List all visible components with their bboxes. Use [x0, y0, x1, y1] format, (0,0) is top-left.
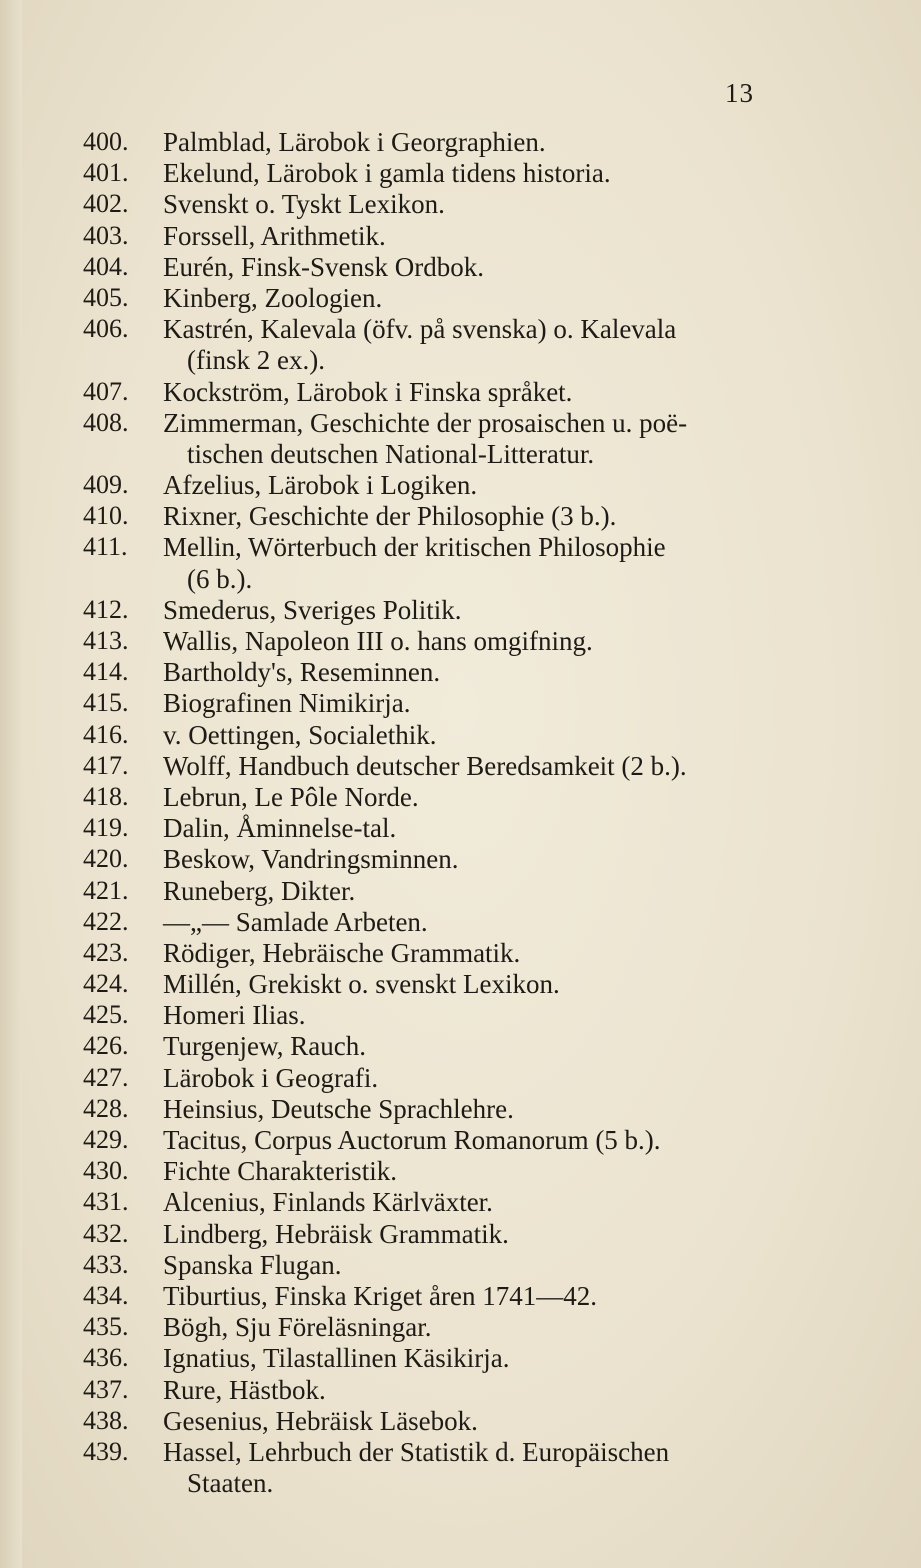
entry-title: Eurén, Finsk-Svensk Ordbok. — [163, 251, 484, 282]
entry-number: 432. — [83, 1218, 129, 1248]
entry-title: v. Oettingen, Socialethik. — [163, 719, 437, 750]
catalog-entry — [0, 969, 921, 1000]
entry-title-continuation: (finsk 2 ex.). — [187, 345, 325, 376]
catalog-entry — [0, 1250, 921, 1281]
entry-title: —„— Samlade Arbeten. — [163, 906, 428, 937]
entry-number: 417. — [83, 750, 129, 780]
entry-title: Lärobok i Geografi. — [163, 1062, 379, 1093]
catalog-entry — [0, 595, 921, 626]
entry-title: Forssell, Arithmetik. — [163, 220, 386, 251]
entry-number: 435. — [83, 1312, 129, 1342]
entry-title: Kastrén, Kalevala (öfv. på svenska) o. Kalevala — [163, 314, 677, 345]
entry-title: Bartholdy's, Reseminnen. — [163, 657, 441, 688]
entry-number: 412. — [83, 594, 129, 624]
entry-title: Ekelund, Lärobok i gamla tidens historia. — [163, 158, 611, 189]
catalog-entry — [0, 1219, 921, 1250]
entry-number: 413. — [83, 626, 129, 655]
entry-title: Gesenius, Hebräisk Läsebok. — [163, 1405, 478, 1436]
entry-title: Lebrun, Le Pôle Norde. — [163, 781, 419, 812]
entry-number: 424. — [83, 969, 129, 999]
catalog-entry — [0, 1094, 921, 1125]
entry-title: Tiburtius, Finska Kriget åren 1741—42. — [163, 1280, 597, 1311]
catalog-entry — [0, 938, 921, 969]
entry-title: Ignatius, Tilastallinen Käsikirja. — [163, 1343, 510, 1374]
entry-title: Svenskt o. Tyskt Lexikon. — [163, 189, 445, 220]
entry-number: 403. — [83, 220, 129, 250]
entry-title: Runeberg, Dikter. — [163, 875, 356, 906]
entry-number: 402. — [83, 189, 129, 219]
catalog-entry — [0, 470, 921, 501]
entry-number: 405. — [83, 282, 129, 312]
entry-title: Millén, Grekiskt o. svenskt Lexikon. — [163, 969, 560, 1000]
entry-title: Rixner, Geschichte der Philosophie (3 b.). — [163, 501, 617, 532]
entry-title-continuation: Staaten. — [187, 1468, 274, 1499]
catalog-entry — [0, 813, 921, 844]
catalog-entry — [0, 626, 921, 657]
entry-title: Afzelius, Lärobok i Logiken. — [163, 470, 478, 501]
catalog-entry — [0, 377, 921, 408]
entry-title: Rödiger, Hebräische Grammatik. — [163, 937, 521, 968]
entry-number: 407. — [83, 376, 129, 406]
catalog-entry — [0, 189, 921, 220]
entry-number: 400. — [83, 127, 129, 156]
catalog-entry — [0, 782, 921, 813]
entry-number: 430. — [83, 1156, 129, 1186]
entry-number: 428. — [83, 1093, 129, 1123]
catalog-entry — [0, 1437, 921, 1499]
entry-number: 409. — [83, 470, 129, 500]
catalog-entry — [0, 252, 921, 283]
catalog-entry — [0, 1375, 921, 1406]
entry-title: Spanska Flugan. — [163, 1249, 342, 1280]
entry-number: 415. — [83, 688, 129, 718]
entry-title: Hassel, Lehrbuch der Statistik d. Europäischen — [163, 1436, 670, 1467]
entry-number: 438. — [83, 1405, 129, 1435]
entry-number: 426. — [83, 1031, 129, 1061]
catalog-entry — [0, 720, 921, 751]
entry-number: 429. — [83, 1125, 129, 1154]
entry-number: 406. — [83, 314, 129, 344]
entry-number: 414. — [83, 657, 129, 687]
catalog-entry — [0, 1343, 921, 1374]
catalog-entry — [0, 1000, 921, 1031]
catalog-entry — [0, 127, 921, 158]
catalog-entry — [0, 408, 921, 470]
entry-number: 419. — [83, 813, 129, 843]
entry-title: Fichte Charakteristik. — [163, 1156, 397, 1187]
catalog-entry — [0, 876, 921, 907]
catalog-entry — [0, 1406, 921, 1437]
catalog-entry — [0, 844, 921, 875]
entry-number: 408. — [83, 407, 129, 437]
page-number: 13 — [725, 78, 754, 108]
entry-title: Wolff, Handbuch deutscher Beredsamkeit (2 b.). — [163, 750, 687, 781]
entry-title: Kockström, Lärobok i Finska språket. — [163, 376, 573, 407]
catalog-entry — [0, 532, 921, 594]
entry-title: Biografinen Nimikirja. — [163, 688, 411, 719]
entry-title: Dalin, Åminnelse-tal. — [163, 813, 397, 844]
entry-title: Homeri Ilias. — [163, 1000, 306, 1031]
entry-number: 421. — [83, 875, 129, 905]
entry-number: 420. — [83, 844, 129, 874]
entry-number: 411. — [83, 532, 128, 562]
catalog-entry — [0, 314, 921, 376]
catalog-list — [0, 127, 921, 1499]
entry-number: 436. — [83, 1343, 129, 1373]
catalog-entry — [0, 1312, 921, 1343]
catalog-entry — [0, 657, 921, 688]
entry-title-continuation: tischen deutschen National-Litteratur. — [187, 438, 595, 469]
catalog-entry — [0, 1063, 921, 1094]
entry-title: Bögh, Sju Föreläsningar. — [163, 1312, 432, 1343]
catalog-entry — [0, 1125, 921, 1156]
catalog-entry — [0, 1156, 921, 1187]
catalog-entry — [0, 501, 921, 532]
entry-title: Heinsius, Deutsche Sprachlehre. — [163, 1093, 514, 1124]
entry-number: 422. — [83, 906, 129, 936]
entry-title: Zimmerman, Geschichte der prosaischen u. poë- — [163, 407, 688, 438]
entry-number: 433. — [83, 1249, 129, 1279]
catalog-entry — [0, 1031, 921, 1062]
entry-number: 404. — [83, 251, 129, 281]
entry-title: Beskow, Vandringsminnen. — [163, 844, 459, 875]
entry-number: 410. — [83, 501, 129, 531]
entry-title: Turgenjew, Rauch. — [163, 1031, 366, 1062]
entry-title: Kinberg, Zoologien. — [163, 282, 383, 313]
entry-number: 418. — [83, 781, 129, 811]
entry-title: Alcenius, Finlands Kärlväxter. — [163, 1187, 493, 1218]
entry-title: Lindberg, Hebräisk Grammatik. — [163, 1218, 509, 1249]
entry-title: Palmblad, Lärobok i Georgraphien. — [163, 127, 546, 157]
entry-number: 416. — [83, 719, 129, 749]
catalog-entry — [0, 1281, 921, 1312]
entry-number: 434. — [83, 1280, 129, 1310]
catalog-entry — [0, 1187, 921, 1218]
entry-number: 427. — [83, 1062, 129, 1092]
entry-number: 437. — [83, 1374, 129, 1404]
catalog-entry — [0, 158, 921, 189]
catalog-entry — [0, 688, 921, 719]
catalog-entry — [0, 221, 921, 252]
entry-title: Rure, Hästbok. — [163, 1374, 326, 1405]
entry-title: Mellin, Wörterbuch der kritischen Philosophie — [163, 532, 666, 563]
catalog-entry — [0, 907, 921, 938]
entry-title-continuation: (6 b.). — [187, 563, 253, 594]
entry-number: 423. — [83, 937, 129, 967]
entry-title: Smederus, Sveriges Politik. — [163, 594, 462, 625]
entry-number: 401. — [83, 158, 129, 188]
catalog-entry — [0, 283, 921, 314]
catalog-entry — [0, 751, 921, 782]
entry-number: 431. — [83, 1187, 129, 1217]
entry-number: 439. — [83, 1436, 129, 1466]
entry-title: Tacitus, Corpus Auctorum Romanorum (5 b.). — [163, 1125, 661, 1155]
entry-title: Wallis, Napoleon III o. hans omgifning. — [163, 626, 593, 656]
entry-number: 425. — [83, 1000, 129, 1030]
